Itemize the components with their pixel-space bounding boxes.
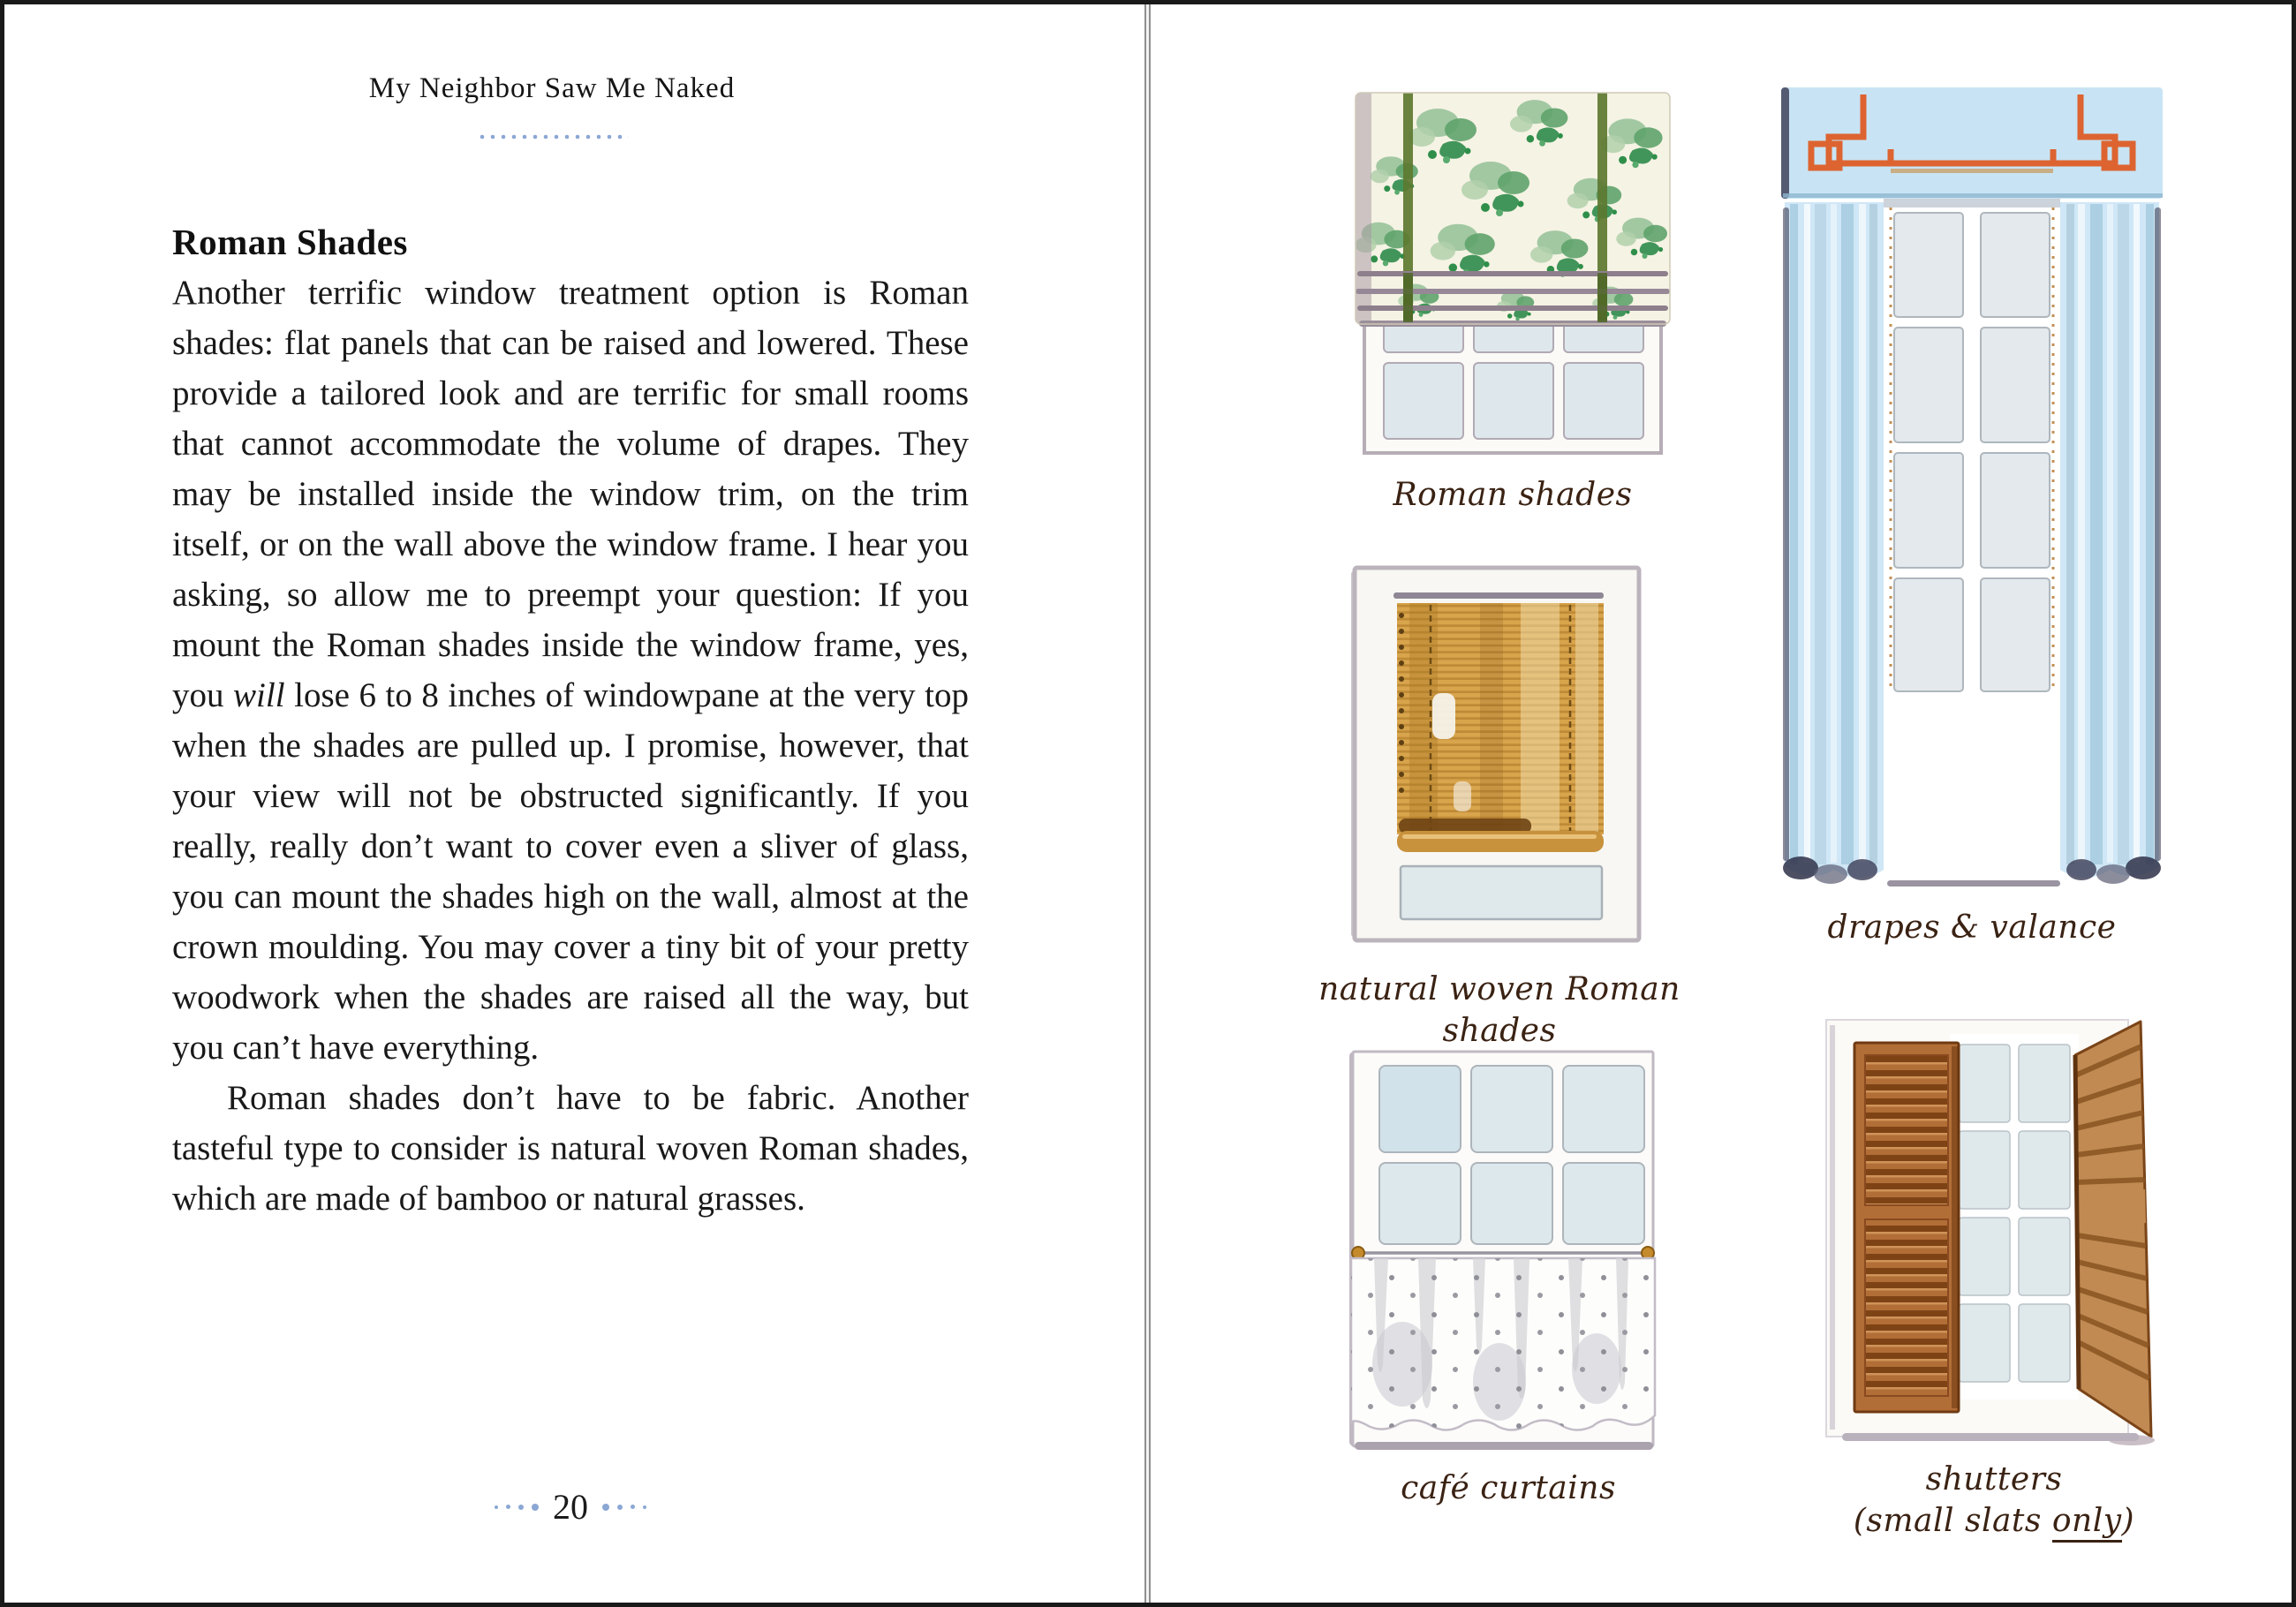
page-footer [172,1486,969,1528]
left-drape [1783,202,1884,884]
right-shutter [2075,1022,2151,1437]
figure-caption-roman-shades: Roman shades [1393,477,1633,513]
page-number: 20 [553,1487,588,1527]
sheer-curtain [1351,1258,1655,1435]
figure-natural-woven [1279,561,1720,1052]
drapes-valance-illustration [1778,75,2166,896]
window [1884,199,2060,886]
figure-drapes-valance [1778,75,2166,948]
figure-cafe-curtains [1332,1046,1685,1509]
paragraph-1-text-a: Another terrific window treatment option is Roman shades: flat panels that can be raised and lowered. These provide a tailored look and are terrific for small rooms that cannot accommodate the volume of drapes. They may be installed inside the window trim, on the trim itself, or on the wall above the window frame. I hear you asking, so allow me to preempt your question: If you mount the Roman shades inside the window frame, yes, you [172,274,969,714]
figure-shutters [1809,1011,2179,1542]
figure-roman-shades [1345,84,1680,516]
roman-shades-illustration [1345,84,1680,464]
natural-woven-illustration [1348,561,1652,958]
paragraph-1 [172,268,969,1073]
body-text [172,268,969,1224]
section-heading: Roman Shades [172,222,408,262]
figure-caption-cafe-curtains: café curtains [1401,1470,1616,1506]
right-page [1152,4,2292,1603]
shutters-illustration [1817,1011,2171,1448]
shutters-caption-line2-pre: (small slats [1853,1503,2052,1539]
shutters-caption-line1: shutters [1925,1461,2063,1498]
shutters-caption-line2 [1854,1503,2134,1543]
figure-caption-drapes-valance: drapes & valance [1827,909,2117,946]
underlined-word: only [2052,1503,2122,1543]
cafe-curtains-illustration [1341,1046,1676,1457]
emphasis-will: will [233,676,285,714]
paragraph-1-text-b: lose 6 to 8 inches of windowpane at the very top when the shades are pulled up. I promise, however, that your view will not be obstructed significantly. If you really, really don’t want to cover even a sliver of glass, you can mount the shades high on the wall, almost at the crown moulding. You may cover a tiny bit of your pretty woodwork when the shades are raised all the way, but you can’t have everything. [172,676,969,1067]
figure-caption-natural-woven: natural woven Roman shades [1318,971,1680,1049]
folio-dots-right [602,1504,646,1511]
figure-caption-shutters [1809,1459,2179,1542]
page-divider [1144,4,1152,1603]
running-head: My Neighbor Saw Me Naked [368,72,736,104]
left-page [4,4,1144,1603]
valance [1781,87,2163,199]
right-drape [2060,202,2161,884]
paragraph-2: Roman shades don’t have to be fabric. Another tasteful type to consider is natural woven Roman shades, which are made of bamboo or natural grasses. [172,1079,969,1218]
folio-dots-left [495,1504,539,1511]
woven-shade [1397,603,1604,852]
shutters-caption-line2-post: ) [2121,1503,2135,1539]
dotted-rule [479,133,629,140]
left-shutter [1854,1043,1959,1412]
